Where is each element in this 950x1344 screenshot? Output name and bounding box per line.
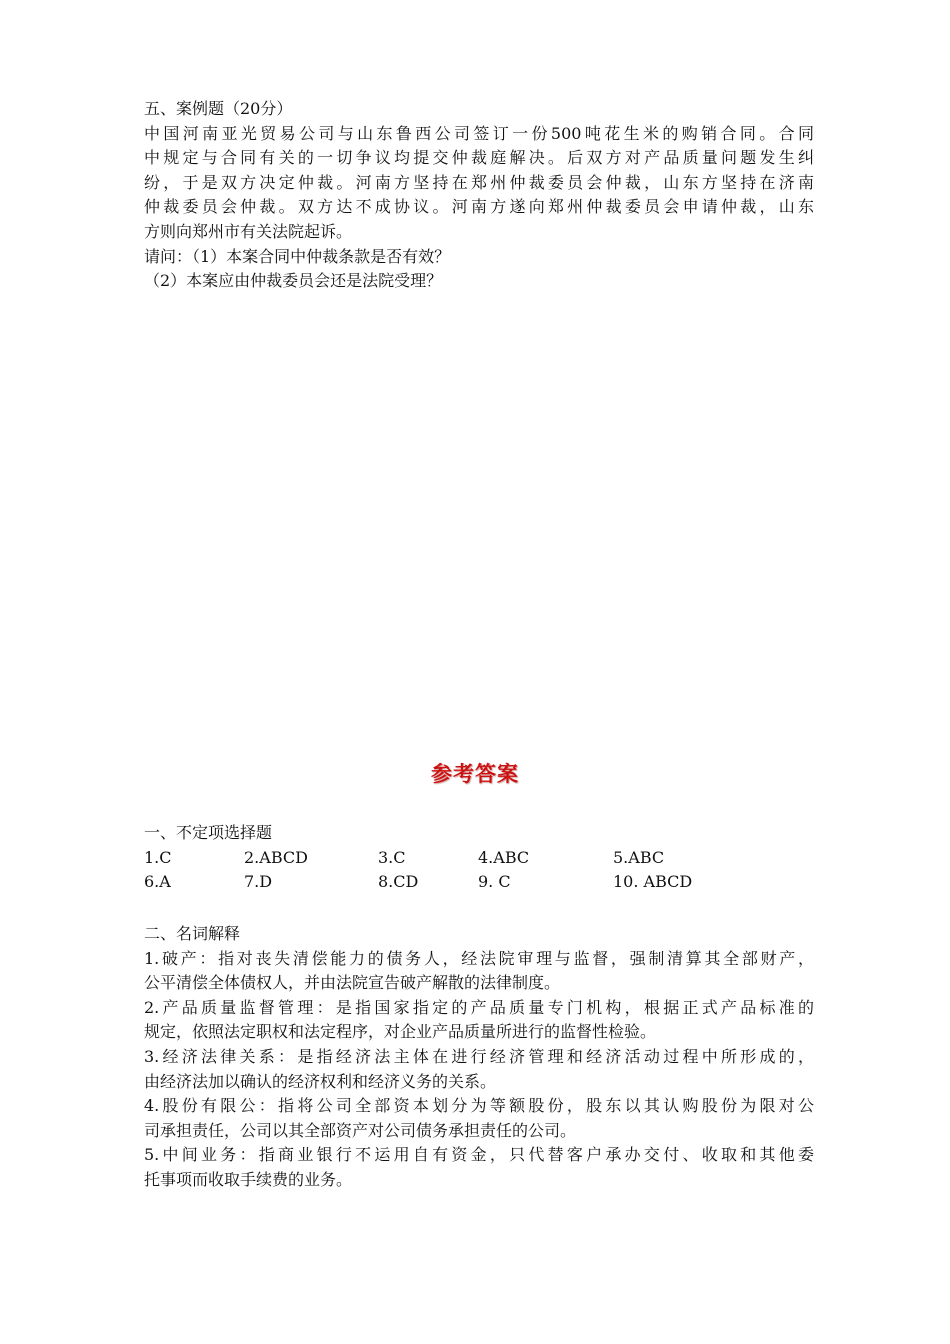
answer-item: 9. C	[478, 872, 511, 892]
answer-row	[144, 870, 814, 895]
definition-line: 3.经济法律关系：是指经济法主体在进行经济管理和经济活动过程中所形成的，	[144, 1046, 814, 1066]
definition-line: 公平清偿全体债权人，并由法院宣告破产解散的法律制度。	[144, 973, 561, 993]
case-question-1: 请问：（1）本案合同中仲裁条款是否有效？	[144, 246, 451, 266]
case-question-2: （2）本案应由仲裁委员会还是法院受理？	[144, 271, 443, 291]
term-definitions-section	[144, 922, 814, 1193]
case-study-heading: 五、案例题（20分）	[144, 99, 293, 118]
definition-line: 司承担责任，公司以其全部资产对公司债务承担责任的公司。	[144, 1120, 577, 1140]
case-study-section	[144, 97, 814, 294]
case-text-line: 方则向郑州市有关法院起诉。	[144, 221, 353, 241]
definition-line: 规定，依照法定职权和法定程序，对企业产品质量所进行的监督性检验。	[144, 1022, 657, 1042]
answer-item: 7.D	[244, 872, 273, 892]
case-text-line: 纷，于是双方决定仲裁。河南方坚持在郑州仲裁委员会仲裁，山东方坚持在济南	[144, 172, 814, 192]
answer-item: 6.A	[144, 872, 171, 892]
answer-key-title: 参考答案	[431, 762, 519, 786]
answer-item: 1.C	[144, 847, 172, 867]
answer-item: 8.CD	[378, 872, 419, 892]
case-text-line: 中国河南亚光贸易公司与山东鲁西公司签订一份500吨花生米的购销合同。合同	[144, 123, 814, 143]
case-text-line: 中规定与合同有关的一切争议均提交仲裁庭解决。后双方对产品质量问题发生纠	[144, 148, 814, 168]
answer-item: 5.ABC	[613, 847, 665, 867]
definition-line: 由经济法加以确认的经济权利和经济义务的关系。	[144, 1071, 497, 1091]
definition-line: 5.中间业务：指商业银行不运用自有资金，只代替客户承办交付、收取和其他委	[144, 1145, 814, 1165]
multiple-choice-heading: 一、不定项选择题	[144, 823, 273, 842]
definition-line: 2.产品质量监督管理：是指国家指定的产品质量专门机构，根据正式产品标准的	[144, 997, 814, 1017]
definition-line: 托事项而收取手续费的业务。	[144, 1169, 353, 1189]
multiple-choice-answers	[144, 821, 814, 895]
answer-item: 3.C	[378, 847, 406, 867]
case-text-line: 仲裁委员会仲裁。双方达不成协议。河南方遂向郑州仲裁委员会申请仲裁，山东	[144, 197, 814, 217]
answer-item: 10. ABCD	[613, 872, 693, 892]
term-definitions-heading: 二、名词解释	[144, 924, 241, 943]
definition-line: 1.破产：指对丧失清偿能力的债务人，经法院审理与监督，强制清算其全部财产，	[144, 948, 814, 968]
definition-line: 4.股份有限公：指将公司全部资本划分为等额股份，股东以其认购股份为限对公	[144, 1096, 814, 1116]
answer-item: 4.ABC	[478, 847, 530, 867]
answer-row	[144, 846, 814, 871]
answer-item: 2.ABCD	[244, 847, 308, 867]
